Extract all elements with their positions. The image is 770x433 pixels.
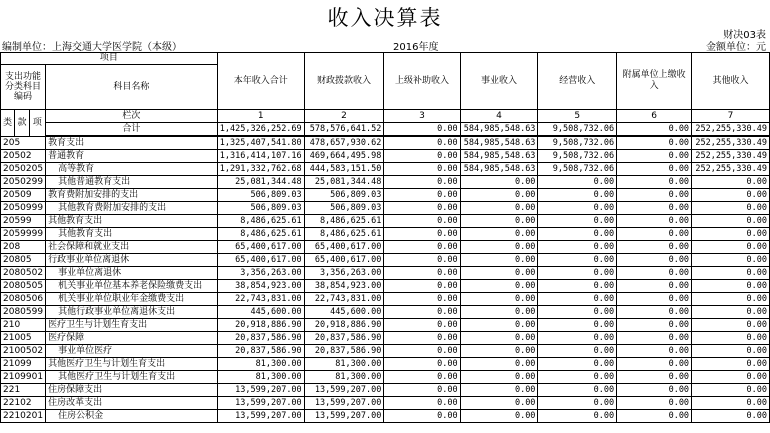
- func-code: 2080506: [1, 293, 46, 306]
- amount-cell: 0.00: [538, 371, 617, 384]
- amount-cell: 0.00: [692, 410, 770, 423]
- amount-cell: 0.00: [617, 163, 692, 176]
- amount-cell: 0.00: [460, 215, 538, 228]
- amount-cell: 506,809.03: [217, 189, 304, 202]
- func-class-header: 支出功能分类科目编码: [1, 65, 46, 110]
- total-value-3: 0.00: [384, 123, 460, 136]
- amount-cell: 0.00: [617, 280, 692, 293]
- amount-cell: 0.00: [617, 189, 692, 202]
- func-code: 20502: [1, 150, 46, 163]
- table-row: [1, 384, 770, 397]
- amount-cell: 1,291,332,762.68: [217, 163, 304, 176]
- report-title: 收入决算表: [327, 6, 443, 30]
- amount-cell: 469,664,495.98: [304, 150, 384, 163]
- amount-cell: 0.00: [538, 319, 617, 332]
- amount-cell: 20,918,886.90: [217, 319, 304, 332]
- col-number-6: 6: [617, 110, 692, 123]
- amount-cell: 0.00: [460, 306, 538, 319]
- amount-cell: 0.00: [617, 358, 692, 371]
- amount-cell: 506,809.03: [304, 202, 384, 215]
- col-row-label: 栏次: [46, 110, 218, 123]
- amount-cell: 0.00: [617, 293, 692, 306]
- amount-cell: 0.00: [460, 410, 538, 423]
- col-header-2: 财政拨款收入: [304, 53, 384, 110]
- func-code: 2100502: [1, 345, 46, 358]
- amount-cell: 0.00: [617, 254, 692, 267]
- table-row: [1, 397, 770, 410]
- amount-cell: 8,486,625.61: [304, 228, 384, 241]
- amount-cell: 0.00: [538, 280, 617, 293]
- func-code: 221: [1, 384, 46, 397]
- amount-cell: 0.00: [692, 358, 770, 371]
- amount-cell: 1,325,407,541.80: [217, 137, 304, 150]
- amount-cell: 22,743,831.00: [304, 293, 384, 306]
- amount-cell: 0.00: [692, 176, 770, 189]
- amount-cell: 20,837,586.90: [217, 332, 304, 345]
- amount-cell: 0.00: [617, 228, 692, 241]
- total-value-7: 252,255,330.49: [692, 123, 770, 136]
- subject-name: 医疗卫生与计划生育支出: [46, 319, 218, 332]
- amount-cell: 20,837,586.90: [304, 332, 384, 345]
- amount-cell: 0.00: [460, 358, 538, 371]
- subject-name: 其他教育费附加安排的支出: [46, 202, 218, 215]
- subject-name: 其他教育支出: [46, 228, 218, 241]
- table-row: [1, 280, 770, 293]
- amount-cell: 38,854,923.00: [217, 280, 304, 293]
- amount-cell: 0.00: [538, 202, 617, 215]
- amount-cell: 25,081,344.48: [304, 176, 384, 189]
- amount-cell: 0.00: [384, 202, 460, 215]
- subject-name: 机关事业单位基本养老保险缴费支出: [46, 280, 218, 293]
- func-code: 2050999: [1, 202, 46, 215]
- amount-cell: 0.00: [538, 293, 617, 306]
- subject-name: 行政事业单位离退休: [46, 254, 218, 267]
- table-row: [1, 319, 770, 332]
- amount-cell: 0.00: [692, 241, 770, 254]
- col-header-6: 附属单位上缴收入: [617, 53, 692, 110]
- subject-name: 医疗保障: [46, 332, 218, 345]
- func-code: 2050205: [1, 163, 46, 176]
- amount-cell: 0.00: [617, 319, 692, 332]
- table-row: [1, 371, 770, 384]
- amount-cell: 584,985,548.63: [460, 137, 538, 150]
- subject-name: 住房改革支出: [46, 397, 218, 410]
- amount-cell: 0.00: [384, 384, 460, 397]
- amount-cell: 0.00: [617, 176, 692, 189]
- col-number-1: 1: [217, 110, 304, 123]
- table-row: [1, 189, 770, 202]
- amount-cell: 445,600.00: [304, 306, 384, 319]
- subject-name: 住房保障支出: [46, 384, 218, 397]
- subject-name: 事业单位离退休: [46, 267, 218, 280]
- amount-cell: 0.00: [692, 371, 770, 384]
- amount-cell: 0.00: [384, 319, 460, 332]
- amount-cell: 0.00: [384, 189, 460, 202]
- amount-cell: 445,600.00: [217, 306, 304, 319]
- amount-cell: 0.00: [460, 254, 538, 267]
- col-header-5: 经营收入: [538, 53, 617, 110]
- func-code: 2050299: [1, 176, 46, 189]
- amount-cell: 0.00: [538, 345, 617, 358]
- total-value-6: 0.00: [617, 123, 692, 136]
- amount-cell: 0.00: [617, 215, 692, 228]
- amount-cell: 478,657,930.62: [304, 137, 384, 150]
- func-code: 20599: [1, 215, 46, 228]
- amount-cell: 8,486,625.61: [217, 228, 304, 241]
- table-row: [1, 137, 770, 150]
- amount-cell: 3,356,263.00: [304, 267, 384, 280]
- amount-cell: 0.00: [692, 228, 770, 241]
- amount-cell: 13,599,207.00: [217, 410, 304, 423]
- amount-cell: 0.00: [692, 267, 770, 280]
- amount-cell: 38,854,923.00: [304, 280, 384, 293]
- col-number-7: 7: [692, 110, 770, 123]
- amount-cell: 0.00: [538, 215, 617, 228]
- subject-name: 高等教育: [46, 163, 218, 176]
- subject-name: 教育费附加安排的支出: [46, 189, 218, 202]
- amount-cell: 0.00: [460, 371, 538, 384]
- col-number-3: 3: [384, 110, 460, 123]
- func-code: 2080505: [1, 280, 46, 293]
- table-row: [1, 254, 770, 267]
- amount-cell: 0.00: [692, 397, 770, 410]
- amount-cell: 81,300.00: [304, 358, 384, 371]
- report-info-bar: [0, 38, 770, 51]
- col-header-7: 其他收入: [692, 53, 770, 110]
- amount-cell: 0.00: [384, 163, 460, 176]
- table-row: [1, 202, 770, 215]
- subject-name-header: 科目名称: [46, 65, 218, 110]
- amount-cell: 20,918,886.90: [304, 319, 384, 332]
- amount-cell: 13,599,207.00: [304, 397, 384, 410]
- amount-cell: 0.00: [692, 332, 770, 345]
- func-code: 2080599: [1, 306, 46, 319]
- amount-cell: 0.00: [538, 241, 617, 254]
- total-value-2: 578,576,641.52: [304, 123, 384, 136]
- table-row: [1, 150, 770, 163]
- amount-cell: 0.00: [460, 319, 538, 332]
- form-code: 财决03表: [723, 30, 766, 41]
- amount-cell: 0.00: [384, 228, 460, 241]
- amount-cell: 0.00: [692, 345, 770, 358]
- amount-cell: 0.00: [617, 267, 692, 280]
- amount-cell: 0.00: [692, 215, 770, 228]
- amount-cell: 0.00: [460, 384, 538, 397]
- amount-cell: 0.00: [617, 306, 692, 319]
- func-code: 20509: [1, 189, 46, 202]
- table-row: [1, 267, 770, 280]
- amount-cell: 0.00: [538, 332, 617, 345]
- table-row: [1, 306, 770, 319]
- year-label: 2016年度: [393, 42, 439, 53]
- amount-cell: 0.00: [617, 410, 692, 423]
- amount-cell: 252,255,330.49: [692, 150, 770, 163]
- amount-cell: 0.00: [538, 189, 617, 202]
- amount-cell: 444,583,151.50: [304, 163, 384, 176]
- amount-cell: 0.00: [617, 332, 692, 345]
- amount-cell: 0.00: [384, 371, 460, 384]
- amount-cell: 0.00: [692, 254, 770, 267]
- amount-cell: 0.00: [538, 176, 617, 189]
- table-row: [1, 332, 770, 345]
- amount-cell: 0.00: [617, 384, 692, 397]
- col-header-1: 本年收入合计: [217, 53, 304, 110]
- amount-cell: 0.00: [617, 345, 692, 358]
- table-row: [1, 163, 770, 176]
- amount-cell: 0.00: [460, 241, 538, 254]
- amount-cell: 0.00: [384, 332, 460, 345]
- amount-cell: 9,508,732.06: [538, 150, 617, 163]
- amount-cell: 20,837,586.90: [304, 345, 384, 358]
- amount-cell: 0.00: [384, 137, 460, 150]
- amount-cell: 81,300.00: [217, 371, 304, 384]
- amount-cell: 0.00: [460, 202, 538, 215]
- amount-cell: 0.00: [384, 280, 460, 293]
- amount-cell: 1,316,414,107.16: [217, 150, 304, 163]
- total-row: [1, 123, 770, 136]
- amount-cell: 65,400,617.00: [304, 254, 384, 267]
- subject-name: 住房公积金: [46, 410, 218, 423]
- amount-cell: 584,985,548.63: [460, 150, 538, 163]
- xiang-header: 项: [29, 110, 46, 137]
- amount-cell: 0.00: [692, 202, 770, 215]
- amount-cell: 0.00: [460, 332, 538, 345]
- subject-name: 机关事业单位职业年金缴费支出: [46, 293, 218, 306]
- income-table: [0, 52, 770, 423]
- amount-cell: 0.00: [384, 306, 460, 319]
- table-row: [1, 358, 770, 371]
- subject-name: 其他医疗卫生与计划生育支出: [46, 358, 218, 371]
- subject-name: 事业单位医疗: [46, 345, 218, 358]
- amount-cell: 0.00: [538, 358, 617, 371]
- amount-cell: 13,599,207.00: [304, 384, 384, 397]
- amount-cell: 506,809.03: [304, 189, 384, 202]
- amount-cell: 252,255,330.49: [692, 163, 770, 176]
- amount-cell: 13,599,207.00: [217, 397, 304, 410]
- amount-cell: 0.00: [384, 293, 460, 306]
- col-number-5: 5: [538, 110, 617, 123]
- amount-cell: 584,985,548.63: [460, 163, 538, 176]
- amount-cell: 13,599,207.00: [217, 384, 304, 397]
- col-header-4: 事业收入: [460, 53, 538, 110]
- func-code: 21005: [1, 332, 46, 345]
- amount-cell: 0.00: [538, 397, 617, 410]
- subject-name: 教育支出: [46, 137, 218, 150]
- table-row: [1, 215, 770, 228]
- amount-cell: 0.00: [384, 267, 460, 280]
- amount-cell: 0.00: [384, 150, 460, 163]
- amount-cell: 0.00: [617, 202, 692, 215]
- amount-cell: 3,356,263.00: [217, 267, 304, 280]
- amount-cell: 13,599,207.00: [304, 410, 384, 423]
- subject-name: 社会保障和就业支出: [46, 241, 218, 254]
- amount-cell: 0.00: [384, 241, 460, 254]
- amount-cell: 0.00: [617, 137, 692, 150]
- amount-cell: 81,300.00: [217, 358, 304, 371]
- col-header-3: 上级补助收入: [384, 53, 460, 110]
- amount-cell: 9,508,732.06: [538, 137, 617, 150]
- subject-name: 其他医疗卫生与计划生育支出: [46, 371, 218, 384]
- amount-cell: 22,743,831.00: [217, 293, 304, 306]
- table-row: [1, 228, 770, 241]
- amount-cell: 0.00: [538, 410, 617, 423]
- func-code: 2109901: [1, 371, 46, 384]
- total-value-5: 9,508,732.06: [538, 123, 617, 136]
- amount-cell: 0.00: [460, 228, 538, 241]
- amount-cell: 0.00: [692, 280, 770, 293]
- amount-cell: 0.00: [460, 267, 538, 280]
- amount-cell: 0.00: [460, 345, 538, 358]
- amount-cell: 0.00: [538, 254, 617, 267]
- lei-header: 类: [1, 110, 15, 137]
- amount-cell: 0.00: [384, 254, 460, 267]
- amount-cell: 0.00: [617, 397, 692, 410]
- col-number-4: 4: [460, 110, 538, 123]
- currency-label: 金额单位：元: [706, 42, 766, 53]
- amount-cell: 0.00: [384, 345, 460, 358]
- amount-cell: 252,255,330.49: [692, 137, 770, 150]
- amount-cell: 25,081,344.48: [217, 176, 304, 189]
- amount-cell: 0.00: [617, 241, 692, 254]
- amount-cell: 0.00: [384, 215, 460, 228]
- amount-cell: 0.00: [384, 397, 460, 410]
- amount-cell: 81,300.00: [304, 371, 384, 384]
- total-label: 合计: [46, 123, 218, 136]
- subject-name: 普通教育: [46, 150, 218, 163]
- amount-cell: 0.00: [692, 189, 770, 202]
- amount-cell: 506,809.03: [217, 202, 304, 215]
- amount-cell: 0.00: [384, 410, 460, 423]
- amount-cell: 0.00: [460, 176, 538, 189]
- amount-cell: 20,837,586.90: [217, 345, 304, 358]
- amount-cell: 0.00: [384, 176, 460, 189]
- amount-cell: 8,486,625.61: [217, 215, 304, 228]
- amount-cell: 0.00: [692, 384, 770, 397]
- amount-cell: 0.00: [692, 306, 770, 319]
- amount-cell: 0.00: [384, 358, 460, 371]
- func-code: 2080502: [1, 267, 46, 280]
- func-code: 20805: [1, 254, 46, 267]
- amount-cell: 0.00: [538, 384, 617, 397]
- amount-cell: 0.00: [538, 228, 617, 241]
- func-code: 2210201: [1, 410, 46, 423]
- amount-cell: 0.00: [460, 280, 538, 293]
- table-row: [1, 345, 770, 358]
- amount-cell: 0.00: [692, 319, 770, 332]
- table-row: [1, 241, 770, 254]
- subject-name: 其他行政事业单位离退休支出: [46, 306, 218, 319]
- table-row: [1, 410, 770, 423]
- amount-cell: 0.00: [617, 371, 692, 384]
- func-code: 210: [1, 319, 46, 332]
- func-code: 2059999: [1, 228, 46, 241]
- amount-cell: 0.00: [617, 150, 692, 163]
- table-row: [1, 176, 770, 189]
- amount-cell: 0.00: [460, 397, 538, 410]
- func-code: 208: [1, 241, 46, 254]
- amount-cell: 65,400,617.00: [217, 241, 304, 254]
- func-code: 205: [1, 137, 46, 150]
- amount-cell: 9,508,732.06: [538, 163, 617, 176]
- total-value-4: 584,985,548.63: [460, 123, 538, 136]
- amount-cell: 0.00: [538, 306, 617, 319]
- table-row: [1, 293, 770, 306]
- amount-cell: 65,400,617.00: [217, 254, 304, 267]
- amount-cell: 0.00: [692, 293, 770, 306]
- unit-label: 编制单位：上海交通大学医学院（本级）: [2, 42, 182, 53]
- func-code: 22102: [1, 397, 46, 410]
- amount-cell: 0.00: [538, 267, 617, 280]
- col-number-2: 2: [304, 110, 384, 123]
- total-value-1: 1,425,326,252.69: [217, 123, 304, 136]
- amount-cell: 65,400,617.00: [304, 241, 384, 254]
- amount-cell: 0.00: [460, 293, 538, 306]
- func-code: 21099: [1, 358, 46, 371]
- amount-cell: 0.00: [460, 189, 538, 202]
- subject-name: 其他普通教育支出: [46, 176, 218, 189]
- amount-cell: 8,486,625.61: [304, 215, 384, 228]
- subject-name: 其他教育支出: [46, 215, 218, 228]
- kuan-header: 款: [15, 110, 29, 137]
- project-header: 项目: [1, 53, 218, 65]
